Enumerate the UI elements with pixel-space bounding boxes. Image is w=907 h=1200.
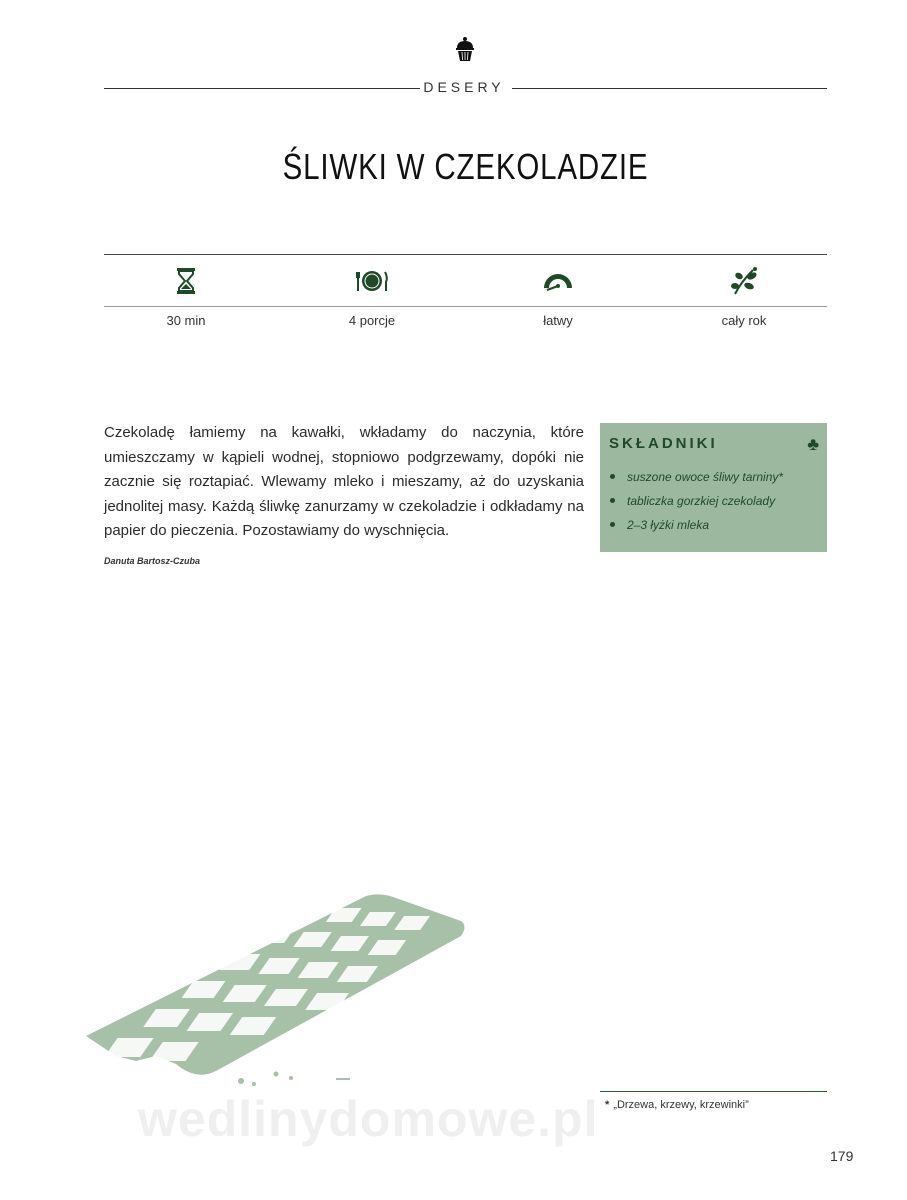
- plant-icon: [727, 264, 761, 298]
- clubs-icon: ♣: [807, 434, 819, 454]
- recipe-instructions: Czekoladę łamiemy na kawałki, wkładamy do naczynia, które umieszczamy w kąpieli wodnej, stopniowo podgrzewamy, dopóki nie zacznie się roztapiać. Wlewamy mleko i mieszamy, aż do uzyskania jednolitej masy. Każdą śliwkę zanurzamy w czekoladzie i odkładamy na papier do pieczenia. Pozostawiamy do wyschnięcia.: [104, 424, 584, 539]
- info-season-label: cały rok: [721, 313, 767, 328]
- footnote-text: „Drzewa, krzewy, krzewinki”: [613, 1099, 749, 1111]
- ingredient-item: tabliczka gorzkiej czekolady: [609, 493, 783, 517]
- info-rule-mid: [104, 306, 827, 307]
- recipe-author: Danuta Bartosz-Czuba: [104, 556, 201, 566]
- section-rule-right: [512, 88, 827, 89]
- info-time-label: 30 min: [166, 313, 206, 328]
- footnote: [605, 1099, 749, 1111]
- ingredients-title: SKŁADNIKI: [609, 435, 718, 452]
- ingredient-item: 2–3 łyżki mleka: [609, 517, 783, 541]
- ingredients-list: [609, 469, 783, 541]
- footnote-rule: [600, 1091, 827, 1092]
- section-label: DESERY: [423, 79, 505, 95]
- hourglass-icon: [169, 264, 203, 298]
- footnote-marker: *: [605, 1099, 610, 1111]
- watermark: wedlinydomowe.pl: [138, 1091, 599, 1147]
- cupcake-icon: [455, 36, 475, 62]
- difficulty-gauge-icon: [541, 264, 575, 298]
- info-servings-label: 4 porcje: [348, 313, 396, 328]
- page-number: 179: [830, 1148, 854, 1164]
- plate-cutlery-icon: [355, 264, 389, 298]
- ingredients-box: [600, 423, 827, 552]
- ingredient-item: suszone owoce śliwy tarniny*: [609, 469, 783, 493]
- info-difficulty-label: łatwy: [543, 313, 573, 328]
- info-rule-top: [104, 254, 827, 255]
- recipe-title: ŚLIWKI W CZEKOLADZIE: [282, 146, 649, 187]
- chocolate-bar-illustration: [76, 886, 476, 1096]
- section-rule-left: [104, 88, 420, 89]
